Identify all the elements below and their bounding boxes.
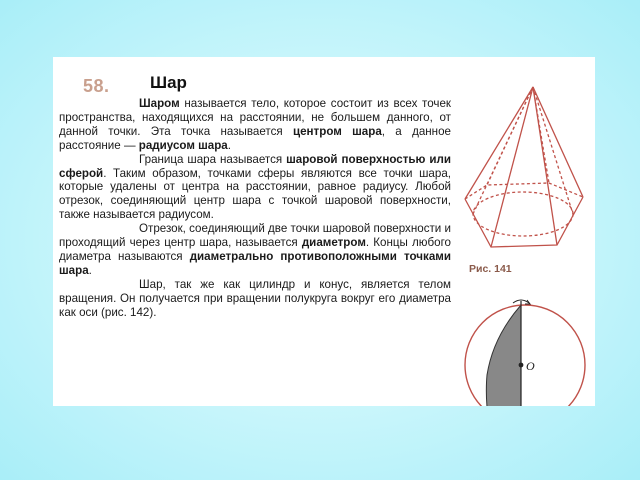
paragraph-sphere [59, 153, 451, 223]
text-run: Отрезок, соединяющий две точки шаровой поверхности и проходящий через центр шара, называется [59, 222, 451, 250]
text-run: . Таким образом, точками сферы являются все точки шара, которые удалены от центра на расстоянии, равное радиусу. Любой отрезок, соединяющий центр шара с точкой шаровой поверхности, также называется радиусом. [59, 166, 451, 222]
bold-term: Шаром [139, 97, 180, 110]
bold-term: центром шара [292, 124, 382, 138]
figure-142-sphere [459, 297, 595, 406]
bold-term: диаметром [301, 236, 366, 250]
textbook-page [53, 57, 595, 406]
text-run: . [88, 263, 92, 277]
section-number: 58. [83, 76, 110, 96]
text-run: Граница шара называется [139, 152, 287, 166]
figure-141-pyramid [457, 79, 593, 257]
figure-141-caption: Рис. 141 [469, 263, 512, 275]
text-run: , а данное расстояние — [59, 124, 451, 152]
paragraph-definition-ball [59, 97, 451, 153]
section-title: Шар [150, 73, 187, 92]
center-o-label: O [526, 359, 535, 373]
text-run: . Концы любого диаметра называются [59, 236, 451, 263]
text-run: . [227, 138, 231, 152]
body-text [59, 97, 451, 320]
text-run: Шар, так же как цилиндр и конус, является телом вращения. Он получается при вращении полукруга вокруг его диаметра как оси (рис. 142). [59, 277, 451, 319]
paragraph-diameter [59, 222, 451, 278]
text-run: называется тело, которое состоит из всех точек пространства, находящихся на расстоянии, не большем данного, от данной точки. Эта точка называется [59, 97, 451, 138]
bold-term: шаровой поверхностью или сферой [59, 152, 451, 180]
bold-term: радиусом шара [138, 138, 228, 152]
bold-term: диаметрально противоположными точками шара [59, 249, 451, 277]
paragraph-rotation [59, 278, 451, 320]
